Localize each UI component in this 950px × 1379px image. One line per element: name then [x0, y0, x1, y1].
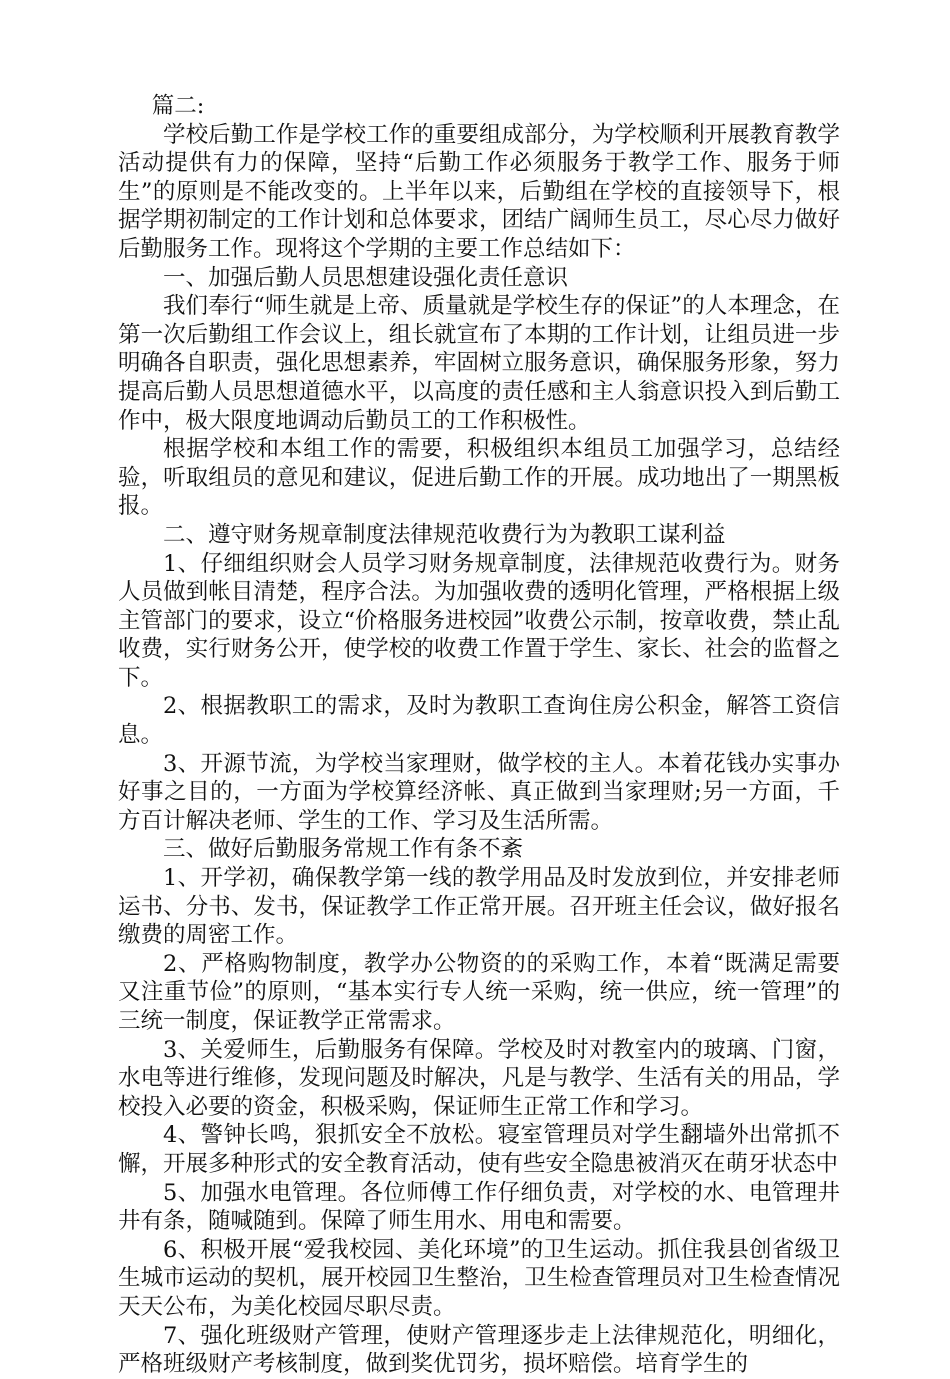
document-title: 篇二:	[151, 93, 205, 119]
paragraph-2-3: 3、开源节流，为学校当家理财，做学校的主人。本着花钱办实事办好事之目的，一方面为学校算经济帐、真正做到当家理财;另一方面，千方百计解决老师、学生的工作、学习及生活所需。	[118, 750, 840, 834]
paragraph-3-5: 5、加强水电管理。各位师傅工作仔细负责，对学校的水、电管理井井有条，随喊随到。保障了师生用水、用电和需要。	[118, 1179, 840, 1235]
section-heading-2: 二、遵守财务规章制度法律规范收费行为为教职工谋利益	[163, 521, 726, 548]
paragraph-3-4: 4、警钟长鸣，狠抓安全不放松。寝室管理员对学生翻墙外出常抓不懈，开展多种形式的安全教育活动，使有些安全隐患被消灭在萌牙状态中	[118, 1122, 840, 1177]
paragraph-1a: 我们奉行“师生就是上帝、质量就是学校生存的保证”的人本理念，在第一次后勤组工作会议上，组长就宣布了本期的工作计划，让组员进一步明确各自职责，强化思想素养，牢固树立服务意识，确保服务形象，努力提高后勤人员思想道德水平，以高度的责任感和主人翁意识投入到后勤工作中，极大限度地调动后勤员工的工作积极性。	[118, 293, 840, 434]
document-page	[118, 92, 840, 1379]
paragraph-intro: 学校后勤工作是学校工作的重要组成部分，为学校顺利开展教育教学活动提供有力的保障，坚持“后勤工作必须服务于教学工作、服务于师生”的原则是不能改变的。上半年以来，后勤组在学校的直接领导下，根据学期初制定的工作计划和总体要求，团结广阔师生员工，尽心尽力做好后勤服务工作。现将这个学期的主要工作总结如下：	[118, 121, 840, 262]
section-heading-1: 一、加强后勤人员思想建设强化责任意识	[163, 264, 569, 291]
paragraph-3-6: 6、积极开展“爱我校园、美化环境”的卫生运动。抓住我县创省级卫生城市运动的契机，展开校园卫生整治，卫生检查管理员对卫生检查情况天天公布，为美化校园尽职尽责。	[118, 1236, 840, 1320]
paragraph-1b: 根据学校和本组工作的需要，积极组织本组员工加强学习，总结经验，听取组员的意见和建议，促进后勤工作的开展。成功地出了一期黑板报。	[118, 436, 840, 520]
paragraph-3-2: 2、严格购物制度，教学办公物资的的采购工作，本着“既满足需要又注重节俭”的原则，“基本实行专人统一采购，统一供应，统一管理”的三统一制度，保证教学正常需求。	[118, 950, 840, 1034]
paragraph-3-7: 7、强化班级财产管理，使财产管理逐步走上法律规范化，明细化，严格班级财产考核制度，做到奖优罚劣，损坏赔偿。培育学生的	[118, 1322, 840, 1378]
paragraph-3-3: 3、关爱师生，后勤服务有保障。学校及时对教室内的玻璃、门窗，水电等进行维修，发现问题及时解决，凡是与教学、生活有关的用品，学校投入必要的资金，积极采购，保证师生正常工作和学习。	[118, 1036, 840, 1120]
paragraph-3-1: 1、开学初，确保教学第一线的教学用品及时发放到位，并安排老师运书、分书、发书，保证教学工作正常开展。召开班主任会议，做好报名缴费的周密工作。	[118, 865, 840, 949]
paragraph-2-1: 1、仔细组织财会人员学习财务规章制度，法律规范收费行为。财务人员做到帐目清楚，程序合法。为加强收费的透明化管理，严格根据上级主管部门的要求，设立“价格服务进校园”收费公示制，按章收费，禁止乱收费，实行财务公开，使学校的收费工作置于学生、家长、社会的监督之下。	[118, 550, 840, 691]
paragraph-2-2: 2、根据教职工的需求，及时为教职工查询住房公积金，解答工资信息。	[118, 693, 840, 749]
section-heading-3: 三、做好后勤服务常规工作有条不紊	[163, 836, 524, 863]
